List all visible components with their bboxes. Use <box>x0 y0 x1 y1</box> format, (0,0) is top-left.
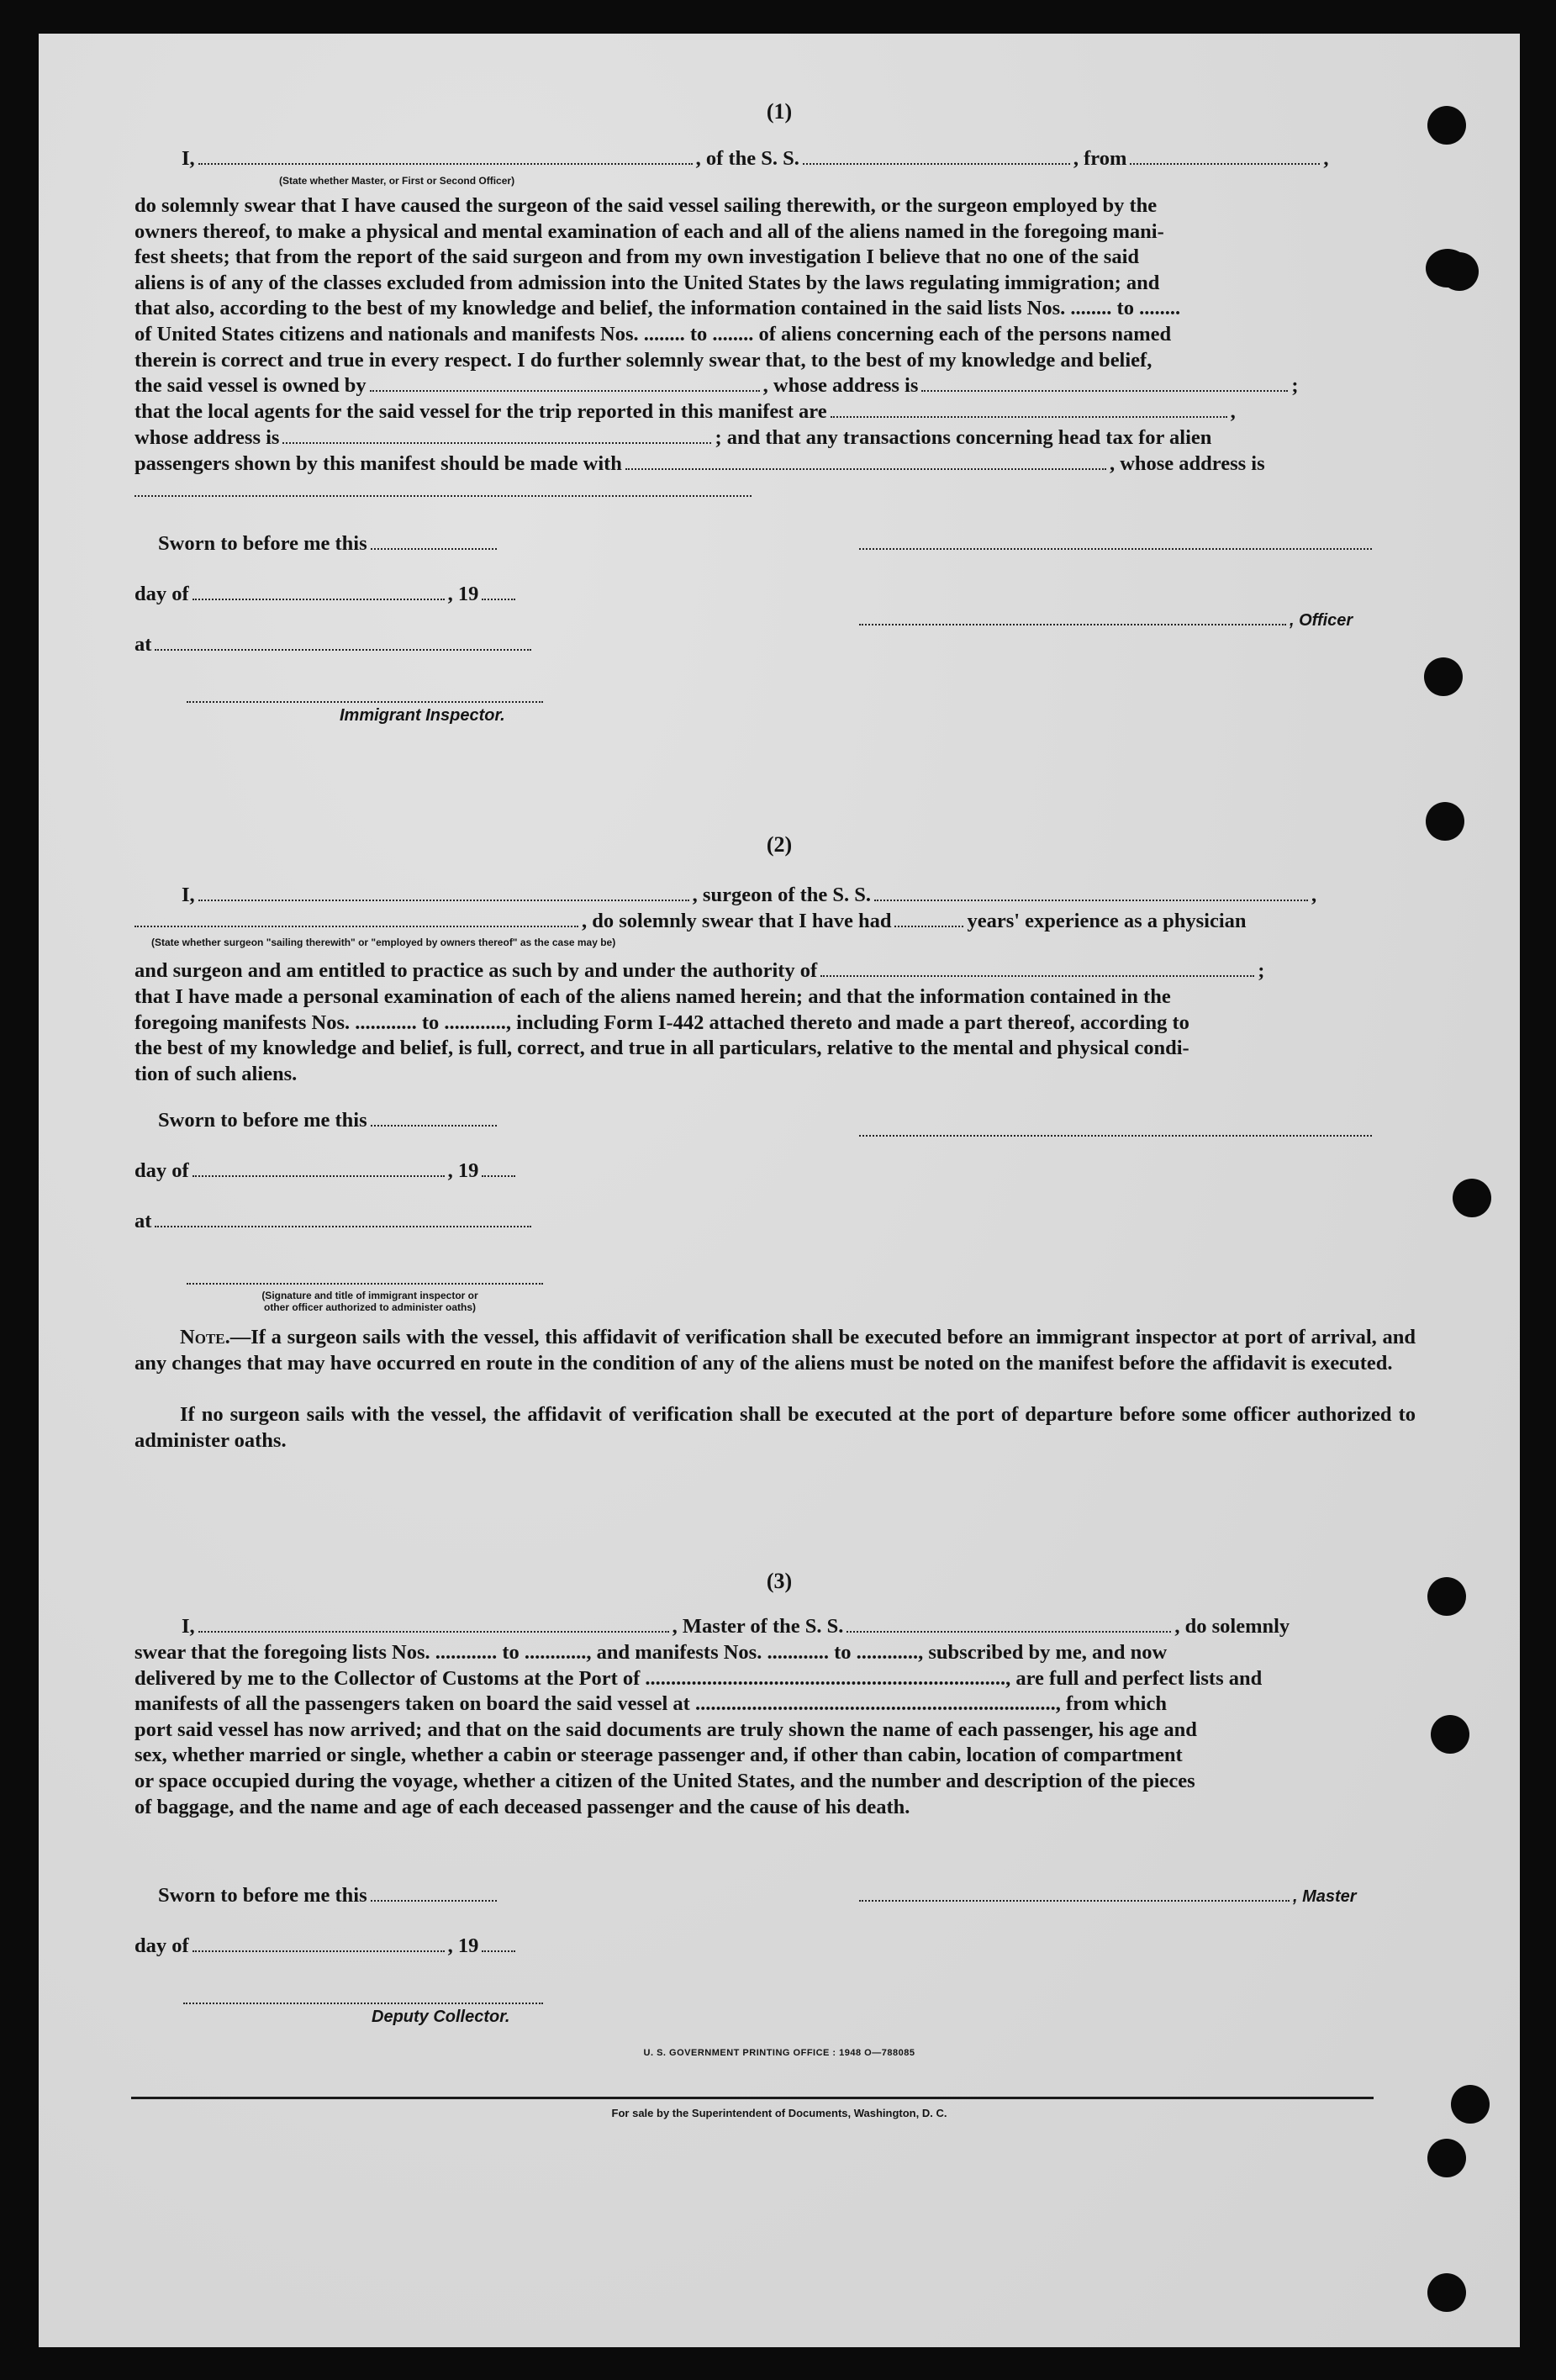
owner-field[interactable] <box>370 389 760 392</box>
note-label: Note. <box>180 1326 230 1348</box>
head-tax-contact-field[interactable] <box>625 467 1106 470</box>
owned-by-line: the said vessel is owned by , whose address is ; <box>135 374 1299 397</box>
from-port-field[interactable] <box>1130 162 1320 165</box>
at-line-2: at <box>135 1209 535 1235</box>
officer-caption: (State whether Master, or First or Second Officer) <box>279 175 515 187</box>
signature-line[interactable] <box>859 548 1372 550</box>
master-name-field[interactable] <box>198 1630 669 1633</box>
owner-address-field[interactable] <box>921 389 1288 392</box>
surgeon-caption: (State whether surgeon "sailing therewith" or "employed by owners thereof" as the case may be) <box>151 937 616 948</box>
surgeon-name-field[interactable] <box>198 899 689 901</box>
section-3-line-1: I, , Master of the S. S. , do solemnly <box>182 1615 1290 1638</box>
for-sale-notice: For sale by the Superintendent of Documents, Washington, D. C. <box>611 2107 947 2119</box>
punch-hole <box>1440 252 1479 291</box>
year-field[interactable] <box>482 1950 515 1952</box>
authority-field[interactable] <box>820 974 1254 977</box>
years-field[interactable] <box>894 925 963 927</box>
day-of-line-3: day of , 19 <box>135 1934 519 1960</box>
section-1-body: do solemnly swear that I have caused the surgeon of the said vessel sailing therewith, or the surgeon employed by the owners thereof, to make a physical and mental examination of each and all of the aliens named in the foregoing mani- fest sheets; that from the report of the said surgeon and from my own investigation I believe that no one of the said aliens is of any of the classes excluded from admission into the United States by the laws regulating immigration; and that also, according to the best of my knowledge and belief, the information contained in the said lists Nos. ........ to ........ of United States citizens and nationals and manifests Nos. ........ to ........ of aliens concerning each of the persons named therein is correct and true in every respect. I do further solemnly swear that, to the best of my knowledge and belief, <box>135 194 1181 372</box>
officer-field[interactable] <box>859 623 1286 625</box>
section-3-body: swear that the foregoing lists Nos. ............ to ............, and manifests Nos. ............ to ............, subscribed by me, and now delivered by me to the Collector of Customs at the Port of ......................................................................, are full and perfect lists and manifests of all the passengers taken on board the said vessel at ......................................................................, from which port said vessel has now arrived; and that on the said documents are truly shown the name of each passenger, his age and sex, whether married or single, whether a cabin or steerage passenger and, if other than cabin, location of compartment or space occupied during the voyage, whether a citizen of the United States, and the number and description of the pieces of baggage, and the name and age of each deceased passenger and the cause of his death. <box>135 1641 1263 1818</box>
officer-signature-line: , Officer <box>859 607 1353 634</box>
punch-hole <box>1427 2273 1466 2312</box>
sworn-line-1: Sworn to before me this <box>158 531 500 557</box>
ship-name-field[interactable] <box>874 899 1308 901</box>
year-field[interactable] <box>482 598 515 600</box>
surgeon-signature-line[interactable] <box>859 1135 1372 1137</box>
note-paragraph-2: If no surgeon sails with the vessel, the affidavit of verification shall be executed at the port of departure before some officer authorized to administer oaths. <box>135 1403 1416 1452</box>
punch-hole <box>1431 1715 1469 1754</box>
master-signature-line: , Master <box>859 1883 1357 1910</box>
sworn-date-field[interactable] <box>371 1124 497 1127</box>
punch-hole <box>1427 2139 1466 2177</box>
head-tax-line: whose address is ; and that any transactions concerning head tax for alien <box>135 426 1212 449</box>
place-field[interactable] <box>155 648 531 651</box>
ship-name-field[interactable] <box>847 1630 1171 1633</box>
footer-rule <box>131 2097 1374 2099</box>
inspector-caption: Immigrant Inspector. <box>340 706 505 725</box>
section-1-line-1: I, , of the S. S. , from , <box>182 147 1329 170</box>
sworn-date-field[interactable] <box>371 1899 497 1902</box>
local-agents-line: that the local agents for the said vessel for the trip reported in this manifest are , <box>135 400 1236 423</box>
sworn-date-field[interactable] <box>371 547 497 550</box>
day-of-line-2: day of , 19 <box>135 1158 519 1185</box>
at-line-1: at <box>135 632 535 658</box>
section-2-body: that I have made a personal examination of each of the aliens named herein; and that the information contained in the foregoing manifests Nos. ............ to ............, including Form I-442 attached thereto and made a part thereof, according to the best of my knowledge and belief, is full, correct, and true in all particulars, relative to the mental and physical condi- tion of such aliens. <box>135 985 1189 1085</box>
section-2-line-2: , do solemnly swear that I have had years' experience as a physician <box>135 909 1247 935</box>
month-field[interactable] <box>193 1950 445 1952</box>
master-signature-field[interactable] <box>859 1899 1290 1902</box>
sworn-line-3: Sworn to before me this <box>158 1883 500 1909</box>
section-2-heading: (2) <box>766 832 793 857</box>
authority-line: and surgeon and am entitled to practice as such by and under the authority of ; <box>135 959 1265 982</box>
month-field[interactable] <box>193 1174 445 1177</box>
inspector-signature-line[interactable] <box>187 701 543 703</box>
signature-caption: (Signature and title of immigrant inspector or other officer authorized to administer oaths) <box>261 1290 478 1313</box>
year-field[interactable] <box>482 1174 515 1177</box>
place-field[interactable] <box>155 1225 531 1227</box>
surgeon-status-field[interactable] <box>135 925 578 927</box>
form-sheet <box>39 34 1520 2347</box>
printing-office-imprint: U. S. GOVERNMENT PRINTING OFFICE : 1948 O—788085 <box>643 2048 915 2058</box>
section-3-heading: (3) <box>766 1569 793 1593</box>
local-agents-field[interactable] <box>831 415 1227 418</box>
agent-address-field[interactable] <box>282 441 711 444</box>
ship-name-field[interactable] <box>803 162 1070 165</box>
sworn-line-2: Sworn to before me this <box>158 1108 500 1134</box>
passengers-line: passengers shown by this manifest should be made with , whose address is <box>135 452 1265 475</box>
collector-caption: Deputy Collector. <box>372 2008 510 2026</box>
section-1-heading: (1) <box>766 99 793 124</box>
address-field[interactable] <box>135 495 752 497</box>
collector-signature-line[interactable] <box>183 2003 543 2004</box>
punch-hole <box>1453 1179 1491 1217</box>
month-field[interactable] <box>193 598 445 600</box>
authorized-officer-signature-line[interactable] <box>187 1283 543 1285</box>
punch-hole <box>1424 657 1463 696</box>
note-paragraph: Note.—If a surgeon sails with the vessel, this affidavit of verification shall be executed before an immigrant inspector at port of arrival, and any changes that may have occurred en route in the condition of any of the aliens must be noted on the manifest before the affidavit is executed. <box>135 1326 1416 1375</box>
name-field[interactable] <box>198 162 693 165</box>
day-of-line-1: day of , 19 <box>135 582 519 608</box>
section-2-line-1: I, , surgeon of the S. S. , <box>182 884 1317 906</box>
